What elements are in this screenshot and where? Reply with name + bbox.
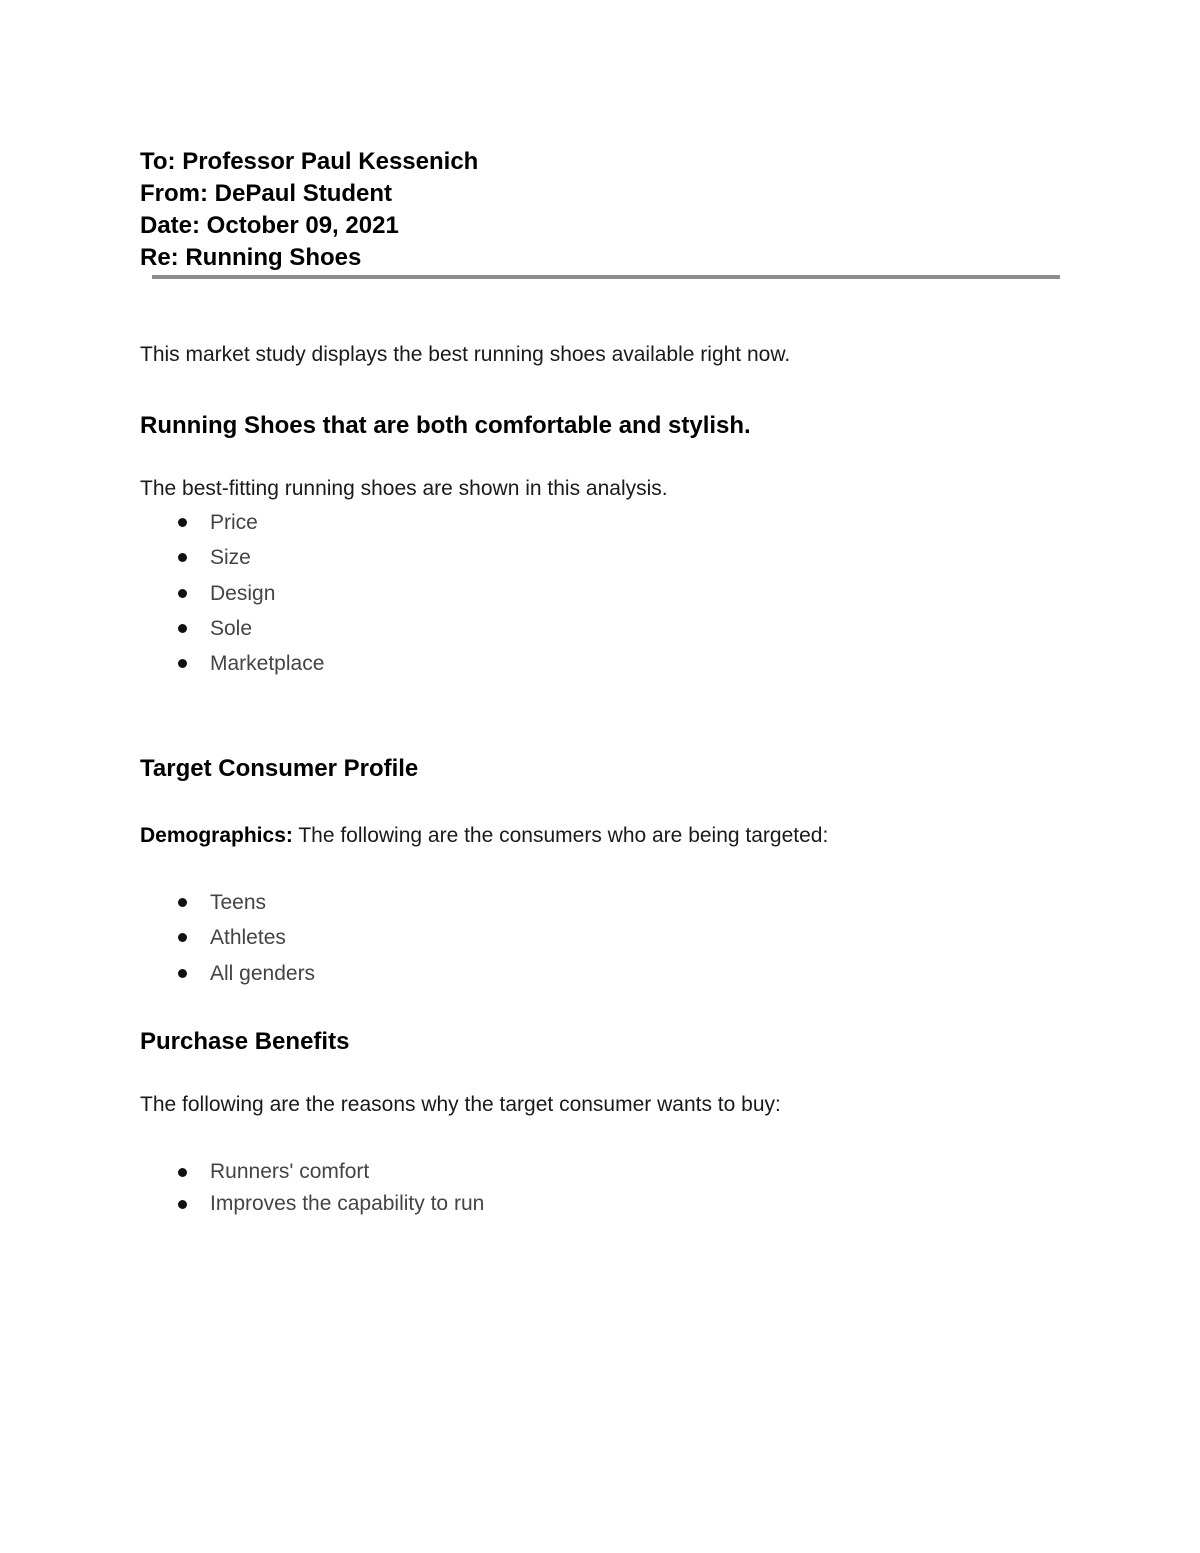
list-item: Design [140, 576, 1040, 611]
bullet-icon [178, 659, 187, 668]
list-item: Athletes [140, 920, 1040, 955]
list-item: Teens [140, 885, 1040, 920]
section-heading-purchase-benefits: Purchase Benefits [140, 1028, 350, 1055]
memo-subject: Re: Running Shoes [140, 244, 362, 271]
list-item: Price [140, 505, 1040, 540]
memo-date: Date: October 09, 2021 [140, 212, 399, 239]
demographics-paragraph [140, 821, 1100, 851]
list-item: Runners' comfort [140, 1156, 1040, 1188]
bullet-icon [178, 589, 187, 598]
intro-paragraph: This market study displays the best running shoes available right now. [140, 343, 791, 366]
bullet-icon [178, 1200, 187, 1209]
demographics-text: The following are the consumers who are being targeted: [292, 824, 829, 847]
bullet-icon [178, 624, 187, 633]
bullet-icon [178, 898, 187, 907]
list-item: Size [140, 540, 1040, 575]
demographics-list [140, 885, 1040, 991]
bullet-icon [178, 969, 187, 978]
header-divider [152, 275, 1060, 279]
section-text-reasons: The following are the reasons why the target consumer wants to buy: [140, 1093, 781, 1116]
memo-from: From: DePaul Student [140, 180, 393, 207]
list-item: All genders [140, 956, 1040, 991]
bullet-icon [178, 1168, 187, 1177]
section-heading-target-consumer: Target Consumer Profile [140, 755, 419, 782]
bullet-icon [178, 553, 187, 562]
memo-to: To: Professor Paul Kessenich [140, 148, 479, 175]
list-item: Sole [140, 611, 1040, 646]
section-text-analysis: The best-fitting running shoes are shown in this analysis. [140, 477, 668, 500]
bullet-icon [178, 518, 187, 527]
memo-header [140, 146, 1060, 274]
section-heading-running-shoes: Running Shoes that are both comfortable and stylish. [140, 412, 751, 439]
criteria-list [140, 505, 1040, 681]
bullet-icon [178, 933, 187, 942]
list-item: Marketplace [140, 646, 1040, 681]
benefits-list [140, 1156, 1040, 1220]
list-item: Improves the capability to run [140, 1188, 1040, 1220]
demographics-label: Demographics: [140, 824, 293, 847]
